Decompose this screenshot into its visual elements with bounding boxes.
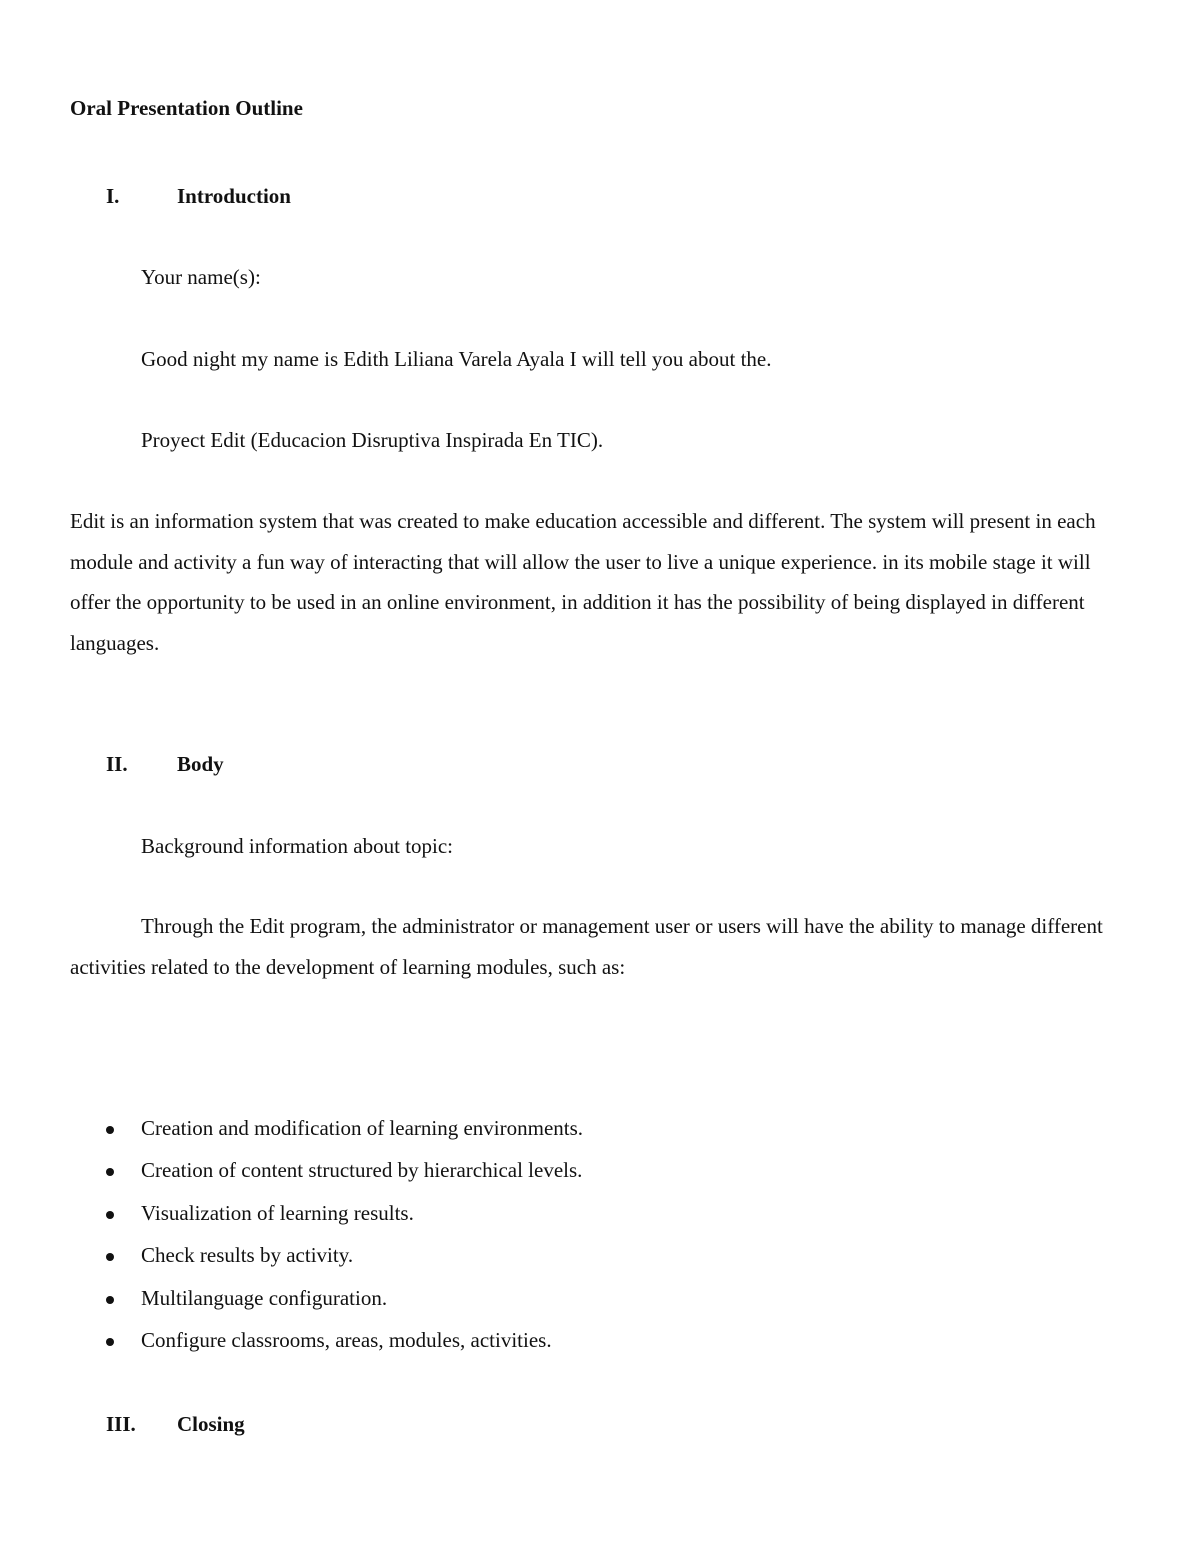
section-numeral-introduction: I. (106, 184, 120, 208)
section-heading-body: Body (177, 752, 224, 776)
intro-project: Proyect Edit (Educacion Disruptiva Inspirada En TIC). (141, 428, 604, 452)
list-item-text: Creation of content structured by hierarchical levels. (141, 1158, 583, 1183)
intro-greeting: Good night my name is Edith Liliana Varela Ayala I will tell you about the. (141, 347, 772, 371)
intro-description: Edit is an information system that was created to make education accessible and different. The system will present in each module and activity a fun way of interacting that will allow the user to live a unique experience. in its mobile stage it will offer the opportunity to be used in an online environment, in addition it has the possibility of being displayed in different languages. (70, 509, 1096, 656)
list-item-text: Creation and modification of learning environments. (141, 1116, 584, 1140)
bullet-icon (106, 1211, 114, 1219)
section-numeral-body: II. (106, 752, 128, 776)
bullet-icon (106, 1168, 114, 1176)
section-numeral-closing: III. (106, 1412, 136, 1436)
bullet-icon (106, 1253, 114, 1261)
section-heading-closing: Closing (177, 1412, 245, 1436)
document-title: Oral Presentation Outline (70, 96, 303, 120)
bullet-icon (106, 1338, 114, 1346)
body-background-label: Background information about topic: (141, 834, 454, 858)
body-background-text: Through the Edit program, the administrator or management user or users will have the ability to manage different activities related to the development of learning modules, such as: (70, 914, 1103, 979)
list-item-text: Multilanguage configuration. (141, 1285, 388, 1310)
list-item-text: Configure classrooms, areas, modules, activities. (141, 1327, 552, 1352)
list-item-text: Check results by activity. (141, 1243, 354, 1268)
bullet-icon (106, 1296, 114, 1304)
section-heading-introduction: Introduction (177, 184, 291, 208)
bullet-icon (106, 1126, 114, 1134)
intro-name-label: Your name(s): (141, 265, 261, 289)
list-item-text: Visualization of learning results. (141, 1200, 414, 1225)
